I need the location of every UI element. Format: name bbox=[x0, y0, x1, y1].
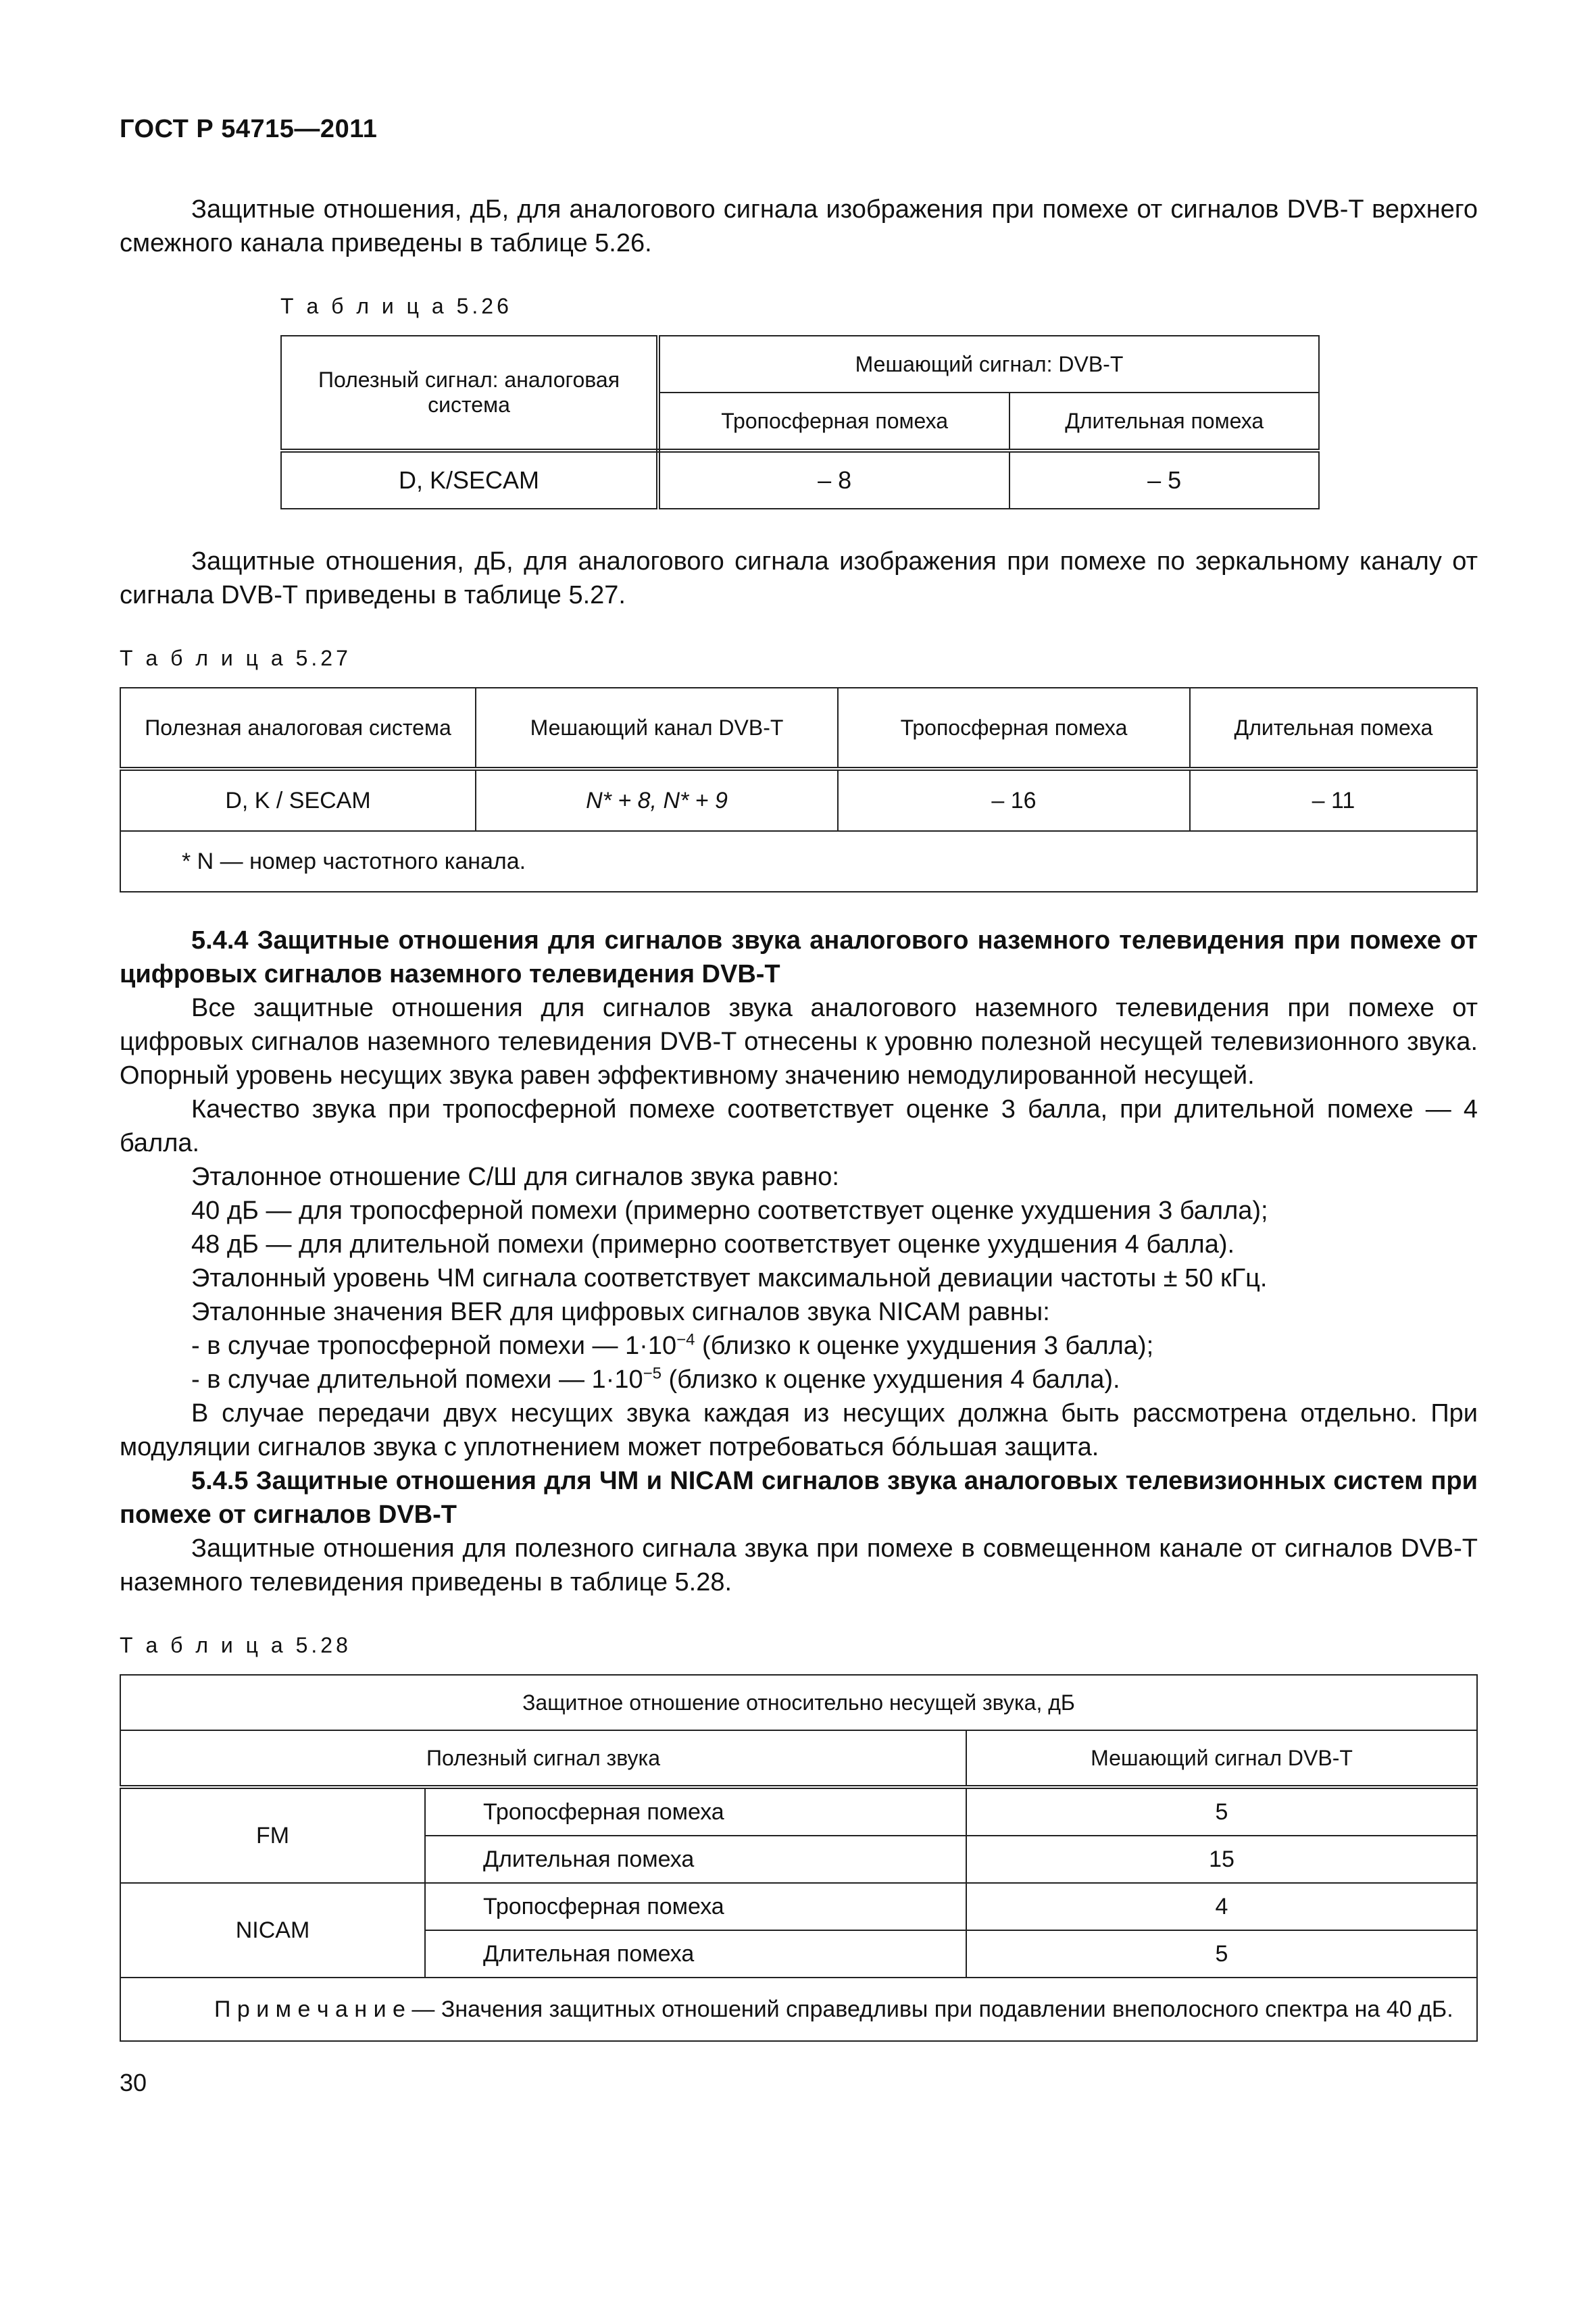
table-cell: Тропосферная помеха bbox=[425, 1883, 966, 1930]
paragraph bbox=[120, 1363, 1478, 1397]
table-cell: Длительная помеха bbox=[425, 1836, 966, 1883]
table-caption: Т а б л и ц а 5.27 bbox=[120, 646, 351, 670]
table-cell: – 5 bbox=[1009, 451, 1319, 509]
table-cell: 5 bbox=[966, 1930, 1477, 1978]
paragraph bbox=[120, 1329, 1478, 1363]
page-number: 30 bbox=[120, 2069, 147, 2096]
paragraph: Защитные отношения, дБ, для аналогового сигнала изображения при помехе от сигналов DVB-T верхнего смежного канала приведены в таблице 5.26. bbox=[120, 195, 1478, 257]
table-cell: NICAM bbox=[120, 1883, 425, 1978]
table-header-cell: Полезная аналоговая система bbox=[120, 688, 476, 769]
table-cell: 15 bbox=[966, 1836, 1477, 1883]
table-header-cell: Длительная помеха bbox=[1009, 393, 1319, 451]
table-header-cell: Мешающий канал DVB-T bbox=[476, 688, 838, 769]
section-heading: 5.4.5 Защитные отношения для ЧМ и NICAM сигналов звука аналоговых телевизионных систем при помехе от сигналов DVB-T bbox=[120, 1467, 1478, 1529]
text-span: (близко к оценке ухудшения 4 балла). bbox=[661, 1365, 1120, 1394]
table-caption: Т а б л и ц а 5.26 bbox=[280, 294, 512, 318]
table-header-cell: Мешающий сигнал DVB-T bbox=[966, 1730, 1477, 1787]
paragraph: Эталонные значения BER для цифровых сигналов звука NICAM равны: bbox=[191, 1298, 1050, 1326]
text-span: - в случае тропосферной помехи — 1·10 bbox=[191, 1332, 677, 1360]
paragraph: Эталонный уровень ЧМ сигнала соответствует максимальной девиации частоты ± 50 кГц. bbox=[191, 1264, 1268, 1292]
table-header-cell: Полезный сигнал звука bbox=[120, 1730, 966, 1787]
superscript: −5 bbox=[643, 1364, 662, 1383]
table-header-cell: Длительная помеха bbox=[1190, 688, 1477, 769]
table-cell: – 11 bbox=[1190, 769, 1477, 831]
table-cell: D, K/SECAM bbox=[281, 451, 658, 509]
paragraph: 48 дБ — для длительной помехи (примерно соответствует оценке ухудшения 4 балла). bbox=[191, 1230, 1235, 1259]
table-cell: – 16 bbox=[838, 769, 1190, 831]
paragraph: Защитные отношения, дБ, для аналогового сигнала изображения при помехе по зеркальному каналу от сигнала DVB-T приведены в таблице 5.27. bbox=[120, 547, 1478, 609]
table-5-28 bbox=[120, 1674, 1478, 2042]
document-page bbox=[120, 115, 1478, 2097]
paragraph: Все защитные отношения для сигналов звука аналогового наземного телевидения при помехе от цифровых сигналов наземного телевидения DVB-T отнесены к уровню полезной несущей телевизионного звука. Опорный уровень несущих звука равен эффективному значению немодулированной несущей. bbox=[120, 994, 1478, 1090]
table-cell: FM bbox=[120, 1787, 425, 1883]
table-cell: D, K / SECAM bbox=[120, 769, 476, 831]
table-header-cell: Мешающий сигнал: DVB-T bbox=[658, 336, 1319, 393]
table-cell: Длительная помеха bbox=[425, 1930, 966, 1978]
superscript: −4 bbox=[676, 1330, 695, 1349]
note-text: — Значения защитных отношений справедливы при подавлении внеполосного спектра на 40 дБ. bbox=[405, 1996, 1453, 2022]
text-span: (близко к оценке ухудшения 3 балла); bbox=[695, 1332, 1154, 1360]
table-5-27 bbox=[120, 687, 1478, 892]
section-heading: 5.4.4 Защитные отношения для сигналов звука аналогового наземного телевидения при помехе от цифровых сигналов наземного телевидения DVB-T bbox=[120, 926, 1478, 988]
table-cell: – 8 bbox=[658, 451, 1009, 509]
table-header-cell: Защитное отношение относительно несущей звука, дБ bbox=[120, 1675, 1477, 1730]
table-cell: Тропосферная помеха bbox=[425, 1787, 966, 1836]
text-span: - в случае длительной помехи — 1·10 bbox=[191, 1365, 643, 1394]
table-header-cell: Тропосферная помеха bbox=[658, 393, 1009, 451]
note-label: П р и м е ч а н и е bbox=[214, 1996, 405, 2022]
table-cell: N* + 8, N* + 9 bbox=[476, 769, 838, 831]
paragraph: Качество звука при тропосферной помехе соответствует оценке 3 балла, при длительной помехе — 4 балла. bbox=[120, 1095, 1478, 1157]
paragraph: Защитные отношения для полезного сигнала звука при помехе в совмещенном канале от сигналов DVB-T наземного телевидения приведены в таблице 5.28. bbox=[120, 1534, 1478, 1596]
table-footnote: * N — номер частотного канала. bbox=[120, 831, 1477, 892]
table-caption: Т а б л и ц а 5.28 bbox=[120, 1633, 351, 1657]
table-header-cell: Полезный сигнал: аналоговая система bbox=[281, 336, 658, 451]
paragraph: В случае передачи двух несущих звука каждая из несущих должна быть рассмотрена отдельно. При модуляции сигналов звука с уплотнением может потребоваться бóльшая защита. bbox=[120, 1399, 1478, 1461]
table-5-26 bbox=[280, 335, 1320, 509]
document-header: ГОСТ Р 54715—2011 bbox=[120, 115, 378, 143]
paragraph: 40 дБ — для тропосферной помехи (примерно соответствует оценке ухудшения 3 балла); bbox=[191, 1197, 1268, 1225]
table-header-cell: Тропосферная помеха bbox=[838, 688, 1190, 769]
paragraph: Эталонное отношение С/Ш для сигналов звука равно: bbox=[191, 1163, 839, 1191]
table-cell: 5 bbox=[966, 1787, 1477, 1836]
table-cell: 4 bbox=[966, 1883, 1477, 1930]
table-note bbox=[120, 1978, 1477, 2041]
